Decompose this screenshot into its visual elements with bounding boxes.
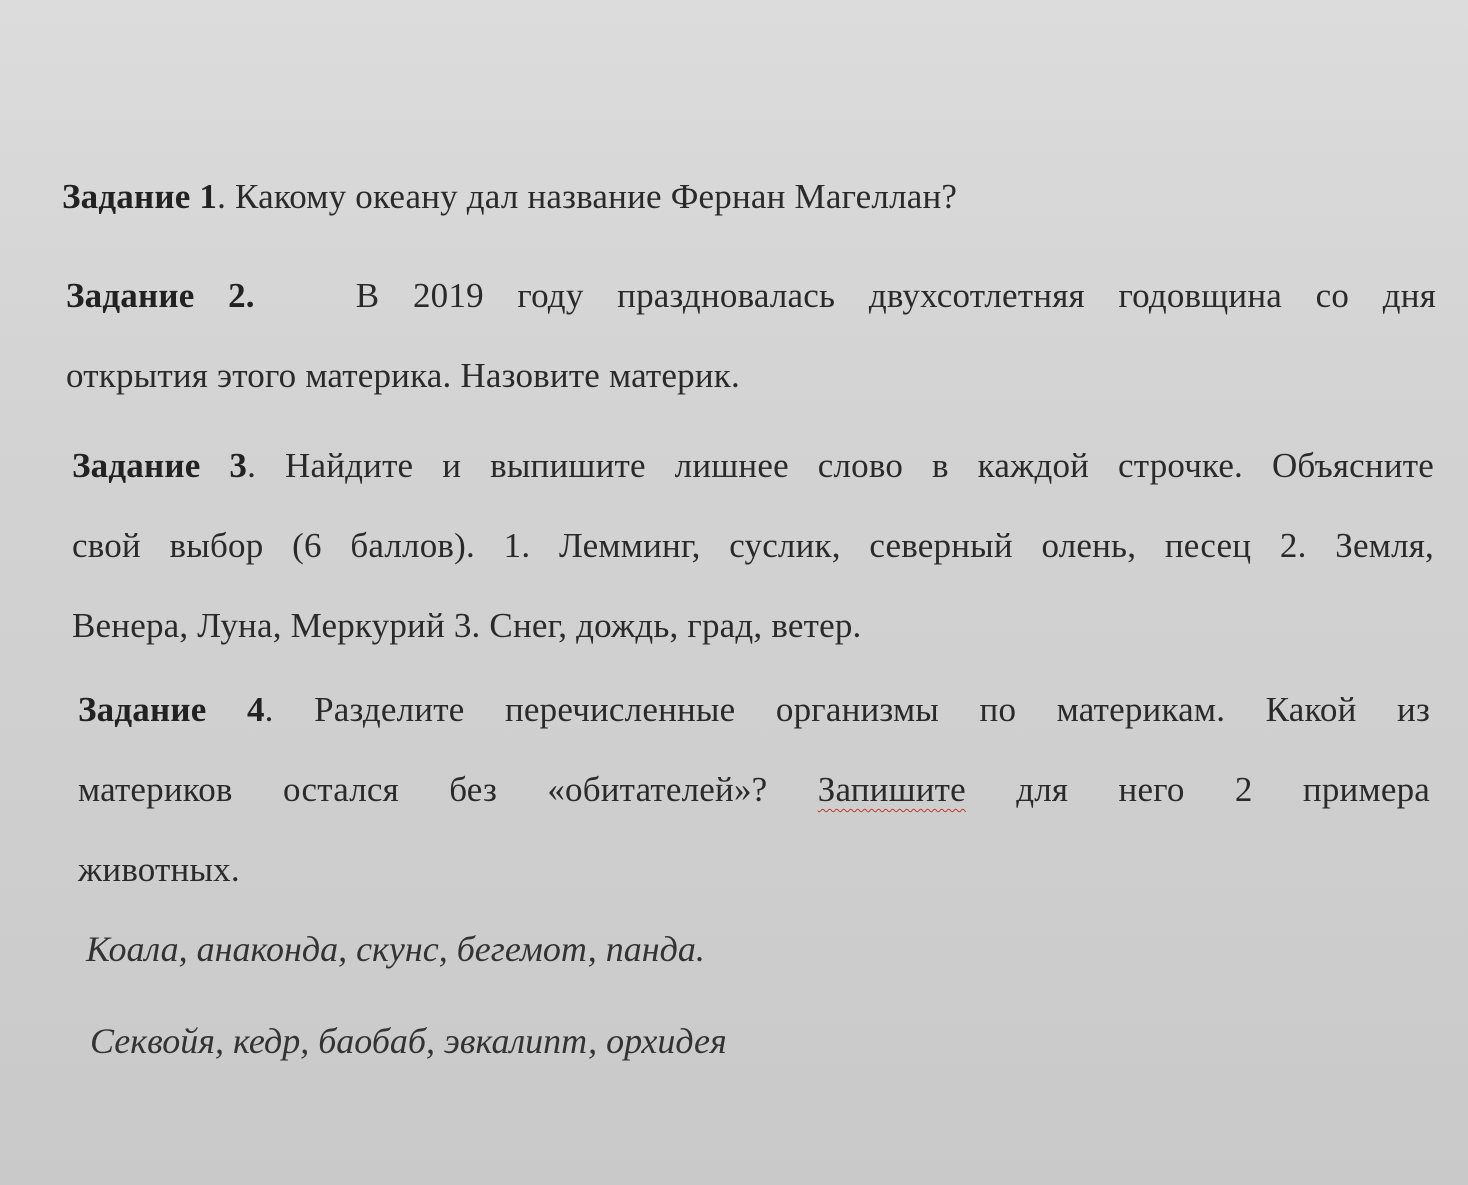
- task-1: [62, 157, 1442, 237]
- task-3-line-2: свой выбор (6 баллов). 1. Лемминг, суслик, северный олень, песец 2. Земля,: [72, 526, 1434, 565]
- task-2-line-2: открытия этого материка. Назовите материк.: [66, 356, 740, 395]
- task-4-label: Задание 4: [78, 690, 265, 729]
- task-3-line-1: [72, 426, 1434, 506]
- example-line-1: Коала, анаконда, скунс, бегемот, панда.: [86, 929, 705, 969]
- task-3-line-3: Венера, Луна, Меркурий 3. Снег, дождь, град, ветер.: [72, 606, 862, 645]
- task-4-text-3: для него 2 примера: [1016, 770, 1431, 809]
- task-1-line-1: [62, 157, 1442, 237]
- task-1-text: . Какому океану дал название Фернан Магеллан?: [217, 177, 958, 216]
- task-3-text-1: . Найдите и выпишите лишнее слово в каждой строчке. Объясните: [247, 446, 1434, 485]
- task-3: [72, 426, 1434, 666]
- task-3-label: Задание 3: [72, 446, 248, 485]
- task-2-text-1: В 2019 году праздновалась двухсотлетняя годовщина со дня: [355, 276, 1437, 315]
- task-4-line-1: [78, 670, 1430, 750]
- spellcheck-marked-word: Запишите: [817, 770, 966, 809]
- example-line-2: Секвойя, кедр, баобаб, эвкалипт, орхидея: [90, 1021, 727, 1061]
- task-1-label: Задание 1: [62, 177, 218, 216]
- task-4-line-2: [78, 750, 1430, 830]
- task-2-label: Задание 2.: [66, 276, 255, 315]
- task-4: [78, 670, 1430, 910]
- task-4-line-3: животных.: [78, 850, 240, 889]
- task-4-text-1: . Разделите перечисленные организмы по материкам. Какой из: [264, 690, 1430, 729]
- task-4-text-2: материков остался без «обитателей»?: [78, 770, 768, 809]
- task-2-line-1: [66, 256, 1436, 336]
- task-2: [66, 256, 1436, 416]
